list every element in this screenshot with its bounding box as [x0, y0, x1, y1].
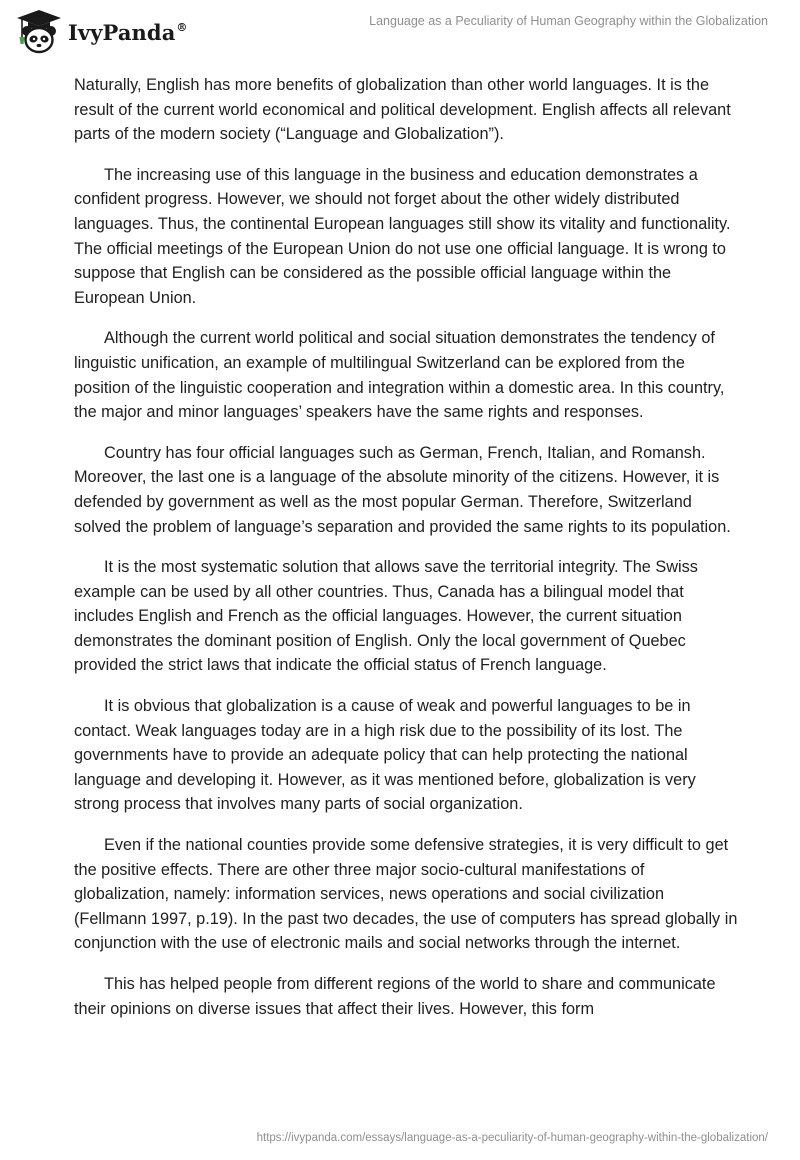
paragraph-8: This has helped people from different regions of the world to share and communicate their opinions on diverse issues that affect their lives. However, this form	[74, 975, 716, 1018]
page-header	[0, 0, 800, 66]
running-title: Language as a Peculiarity of Human Geography within the Globalization	[369, 14, 768, 28]
paragraph-2: The increasing use of this language in the business and education demonstrates a confident progress. However, we should not forget about the other widely distributed languages. Thus, the continental European languages still show its vitality and functionality. The official meetings of the European Union do not use one official language. It is wrong to suppose that English can be considered as the possible official language within the European Union.	[74, 165, 731, 307]
brand-name-text: IvyPanda	[68, 19, 176, 45]
paragraph-1: Naturally, English has more benefits of globalization than other world languages. It is the result of the current world economical and political development. English affects all relevant parts of the modern society (“Language and Globalization”).	[74, 76, 731, 144]
paragraph-3: Although the current world political and social situation demonstrates the tendency of linguistic unification, an example of multilingual Switzerland can be explored from the position of the linguistic cooperation and integration within a domestic area. In this country, the major and minor languages’ speakers have the same rights and responses.	[74, 329, 725, 422]
ivypanda-logo[interactable]	[14, 7, 188, 55]
essay-body	[74, 73, 738, 1037]
registered-mark: ®	[176, 20, 188, 34]
paragraph-5: It is the most systematic solution that allows save the territorial integrity. The Swiss example can be used by all other countries. Thus, Canada has a bilingual model that includes English and French as the official languages. However, the current situation demonstrates the dominant position of English. Only the local government of Quebec provided the strict laws that indicate the official status of French language.	[74, 558, 698, 675]
brand-name	[68, 20, 188, 45]
paragraph-4: Country has four official languages such as German, French, Italian, and Romansh. Moreover, the last one is a language of the absolute minority of the citizens. However, it is defended by government as well as the most popular German. Therefore, Switzerland solved the problem of language’s separation and provided the same rights to its population.	[74, 443, 731, 536]
source-url[interactable]: https://ivypanda.com/essays/language-as-a-peculiarity-of-human-geography-within-the-globalization/	[256, 1132, 768, 1144]
paragraph-7: Even if the national counties provide some defensive strategies, it is very difficult to get the positive effects. There are other three major socio-cultural manifestations of globalization, namely: information services, news operations and social civilization (Fellmann 1997, p.19). In the past two decades, the use of computers has spread globally in conjunction with the use of electronic mails and social networks through the internet.	[74, 836, 738, 953]
panda-graduate-icon	[14, 7, 64, 55]
paragraph-6: It is obvious that globalization is a cause of weak and powerful languages to be in contact. Weak languages today are in a high risk due to the possibility of its lost. The governments have to provide an adequate policy that can help protecting the national language and developing it. However, as it was mentioned before, globalization is very strong process that involves many parts of social organization.	[74, 697, 696, 814]
